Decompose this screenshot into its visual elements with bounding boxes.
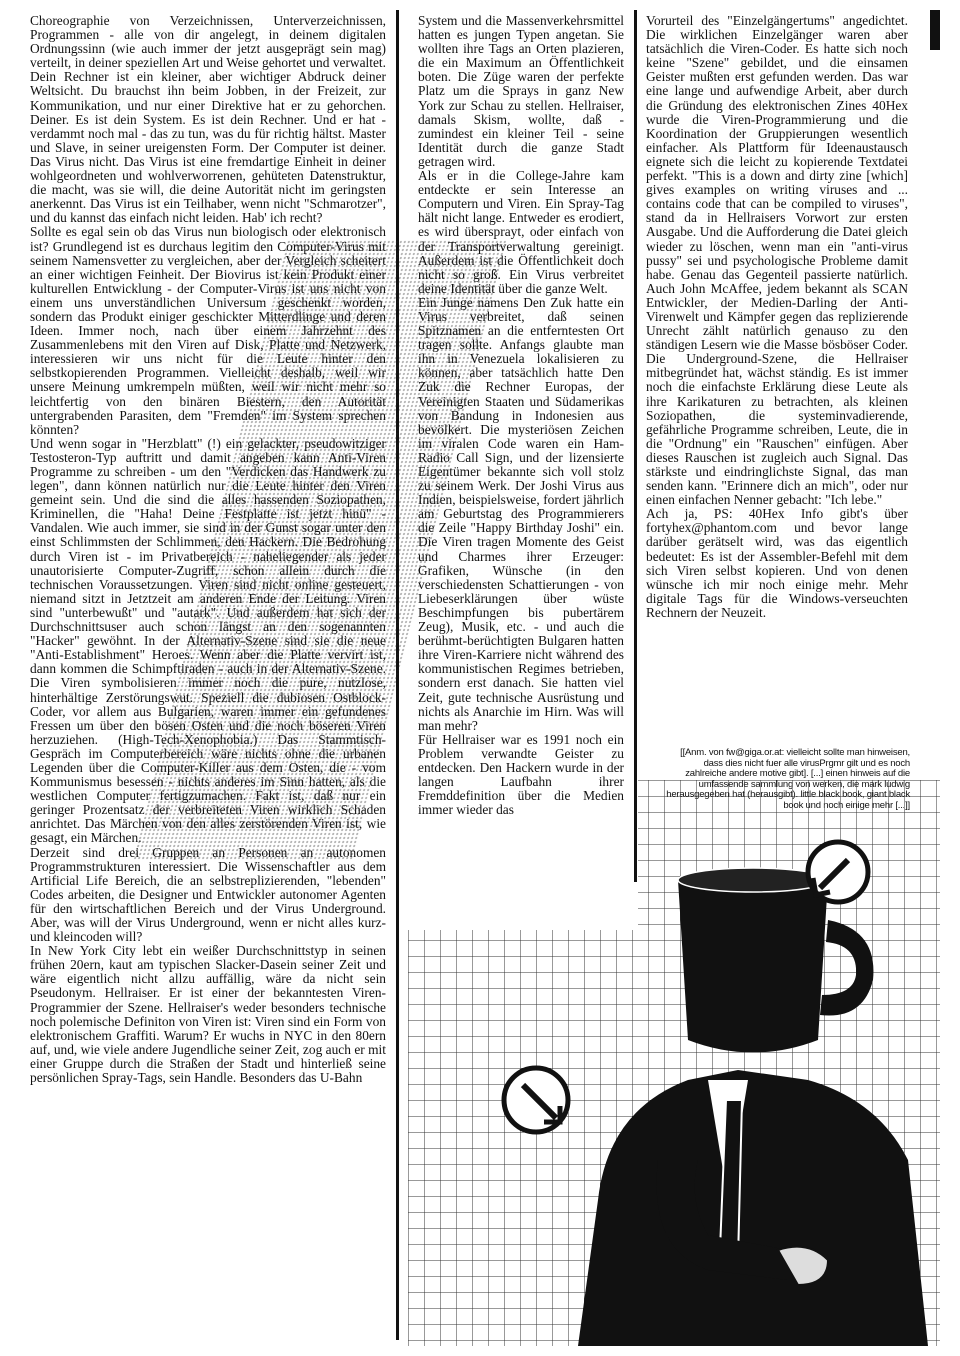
clock-icon [808, 842, 868, 902]
column-middle [418, 14, 624, 817]
paragraph: Vorurteil des "Einzelgängertums" angedichtet. Die wirklichen Einzelgänger waren aber tatsächlich die Viren-Coder. Es hatte sich noch keine "Szene" gebildet, und die einsamen Geister mußten erst gefunden werden. Das war eine lange und aufwendige Arbeit, aber durch die Gründung des elektronischen Zines 40Hex wurde die Viren-Programmierung und die Koordination der Gruppierungen wesentlich einfacher. Als Plattform für Ideenaustausch eignete sich die leicht zu kopierende Textdatei perfekt. "This is a down and dirty zine [which] gives examples on writing viruses and ... contains code that can be compiled to viruses", stand da in Hellraisers Vorwort zur ersten Ausgabe. Und die Aufforderung die Datei gleich wieder zu löschen, wenn man ein "anti-virus pussy" sei und psychologische Probleme damit habe. Genau das Gegenteil passierte natürlich. Auch John McAffee, jedem bekannt als SCAN Entwickler, der Medien-Darling der Anti-Virenwelt und Kämpfer gegen das replizierende Unrecht zählt natürlich genauso zu den ständigen Lesern wie die Masse bösböser Coder. Die Underground-Szene, die Hellraiser mitbegründet hat, wächst ständig. Es ist immer noch die einfachste Erklärung diese Leute als ihre Karikaturen zu betrachten, als kleinen Soziopathen, die systeminvadierende, gefährliche Programme schreiben, Leute, die in die "Ordnung" ein "Rauschen" einfügen. Aber dieses Rauschen ist zugleich auch Signal. Das stärkste und eindringlichste Signal, das man senden kann. "Erinnere dich an mich", oder nur einen einfachen Nenner gebacht: "Ich lebe." [646, 13, 908, 508]
paragraph: In New York City lebt ein weißer Durchschnittstyp in seinen frühen 20ern, kaut am typischen Slacker-Dasein seiner Zeit und wäre eigentlich nicht allzu auffällig, wäre da nicht sein Pseudonym. Hellraiser. Er ist einer der bekanntesten Viren-Programmier der Szene. Hellraiser's weder besonders technische noch polemische Definiton von Viren ist: Viren sind ein Form von elektronischem Graffiti. Warum? Er wuchs in NYC in den 80ern auf, und, wie viele andere Jugendliche seiner Zeit, zog auch er mit einer Gruppe durch die Straßen der Stadt und hinterließ seine persönlichen Spray-Tags, sein Handle. Besonders das U-Bahn [30, 943, 386, 1086]
column-left [30, 14, 386, 1085]
paragraph: Als er in die College-Jahre kam entdeckte er sein Interesse an Computern und Viren. Ein Spray-Tag hält nicht lange. Entweder es erodiert, es wird übersprayt, oder einfach von der Transportverwaltung gereinigt. Außerdem ist die Öffentlichkeit doch nicht so groß. Ein Virus verbreitet deine Identität über die ganze Welt. [418, 168, 624, 296]
illustration [408, 780, 940, 1346]
mug-head [678, 880, 828, 1053]
column-rule-right [634, 10, 637, 882]
paragraph: Sollte es egal sein ob das Virus nun biologisch oder elektronisch ist? Grundlegend ist es durchaus legitim den Computer-Virus mit seinem Namensvetter zu vergleichen, aber der Vergleich scheitert an einer wichtigen Feinheit. Der Biovirus ist kein Produkt einer kulturellen Entwicklung - der Computer-Virus ist uns nicht von einem uns unverständlichen Universum geschenkt worden, sondern das Produkt einiger geschickter Mitterdlinge und deren Ideen. Immer noch, nach über einem Jahrzehnt des Zusammenlebens mit den Viren auf Disk, Platte und Netzwerk, interessieren wir uns nicht für die Leute hinter den selbstkopierenden Programmen. Vielleicht deshalb, weil wir unsere Meinung umkrempeln müßten, weil wir nicht mehr so leichtfertig von den binären Biestern, den Autorität untergrabenden Parasiten, dem "Fremden" im System sprechen könnten? [30, 224, 386, 437]
paragraph: Choreographie von Verzeichnissen, Unterverzeichnissen, Programmen - alle von dir angelegt, in deinem digitalen Ordnungssinn (wie auch immer der jetzt ausgeprägt sein mag) verteilt, in deiner speziellen Art und Weise gehortet und verwaltet. Dein Rechner ist ein kleiner, aber wichtiger Abdruck deiner Weltsicht. Du brauchst ihn beim Jobben, in der Freizeit, zur Kommunikation, und nur einer Direktive hat er zu gehorchen. Deiner. Es ist dein System. Es ist dein Rechner. Und er hat - verdammt noch mal - das zu tun, was du für richtig hältst. Master und Slave, in seiner ureigensten Form. Der Computer ist deiner. Das Virus nicht. Das Virus ist eine fremdartige Einheit in deiner wohlgeordneten und wohlverworrenen, gehüteten Datenstruktur, die macht, was sie will, die deine Autorität nicht im geringsten anerkennt. Das Virus ist ein Teilhaber, wenn nicht "Schmarotzer", und du kannst das einfach nicht leiden. Hab' ich recht? [30, 13, 386, 226]
paragraph: Und wenn sogar in "Herzblatt" (!) ein gelackter, pseudowitziger Testosteron-Typ auftritt und damit angeben kann Anti-Viren Programme zu schreiben - um den "Verdicken das Handwerk zu legen", dann können natürlich nur die Leute hinter den Viren gemeint sein. Und die sind die alles hassenden Soziopathen, Kriminellen, die "Haha! Deine Festplatte ist jetzt hinü" - Vandalen. Wie auch immer, sie sind in der Gunst sogar unter den einst Schlimmsten der Schlimmen, den Hackern. Die Bedrohung durch Viren ist - im Privatbereich - naheliegender als jeder unautorisierte Computer-Zugriff, schon allein durch die technischen Voraussetzungen. Viren sind nicht online gesteuert, niemand sitzt in Jetztzeit am anderen Ende der Leitung. Viren sind "unterbewußt" und "autark". Und außerdem hat sich der Durchschnittsuser auch schon längst an den sogenannten "Hacker" gewöhnt. In der Alternativ-Szene sind sie die neue "Anti-Establishment" Heroes. Wenn aber die Platte vervirt ist, dann kommen die Schimpftiraden - auch in der Alternativ-Szene. Die Viren symbolisieren immer noch die pure, nutzlose, hinterhältige Zerstörungswut. Speziell die dubiosen Ostblock-Coder, vor allem aus Bulgarien, waren immer ein gefundenes Fressen um über den bösen Osten und die noch böseren Viren herzuziehen. (High-Tech-Xenophobia.) Das Stammtisch-Gespräch im Computerbereich wäre nichts ohne die urbanen Legenden über die Computer-Killer aus dem Osten, die - vom Kommunismus besessen - nichts anderes im Sinn hatten, als die westlichen Computer fertigzumachen. Fakt ist, daß nur ein geringer Prozentsatz der verbreiteten Viren wirklich Schaden anrichtet. Das Märchen von den alles zerstörenden Viren ist, wie gesagt, ein Märchen. [30, 435, 386, 846]
paragraph: Ein Junge namens Den Zuk hatte ein Virus verbreitet, daß seinen Spitznamen an die entferntesten Ort tragen sollte. Anfangs glaubte man ihn in Venezuela lokalisieren zu können, aber tatsächlich hatte Den Zuk die Rechner Europas, der Vereinigten Staaten und Südamerikas von Bandung in Indonesien aus bevölkert. Die mysteriösen Zeichen im viralen Code waren ein Ham-Radio Call Sign, und der lizensierte Eigentümer bekannte sich voll stolz zu seinem Werk. Der Joshi Virus aus Indien, beispielsweise, fordert jährlich am Geburtstag des Programmierers die Zeile "Happy Birthday Joshi" ein. Die Viren tragen Momente des Geist und Charmes ihrer Erzeuger: Grafiken, Wünsche (in den verschiedensten Schattierungen - von Liebeserklärungen über wüste Beschimpfungen bis pubertärem Zeug), Musik, etc. - und auch die berühmt-berüchtigten Bulgaren hatten ihre Viren-Karriere nicht während des kommunistischen Regimes betrieben, sondern erst danach. Sie hatten viel Zeit, gute technische Ausrüstung und nichts als Anarchie im Hirn. Was will man mehr? [418, 294, 624, 733]
paragraph: System und die Massenverkehrsmittel hatten es jungen Typen angetan. Sie wollten ihre Tags an Orten plazieren, die ein Maximum an Öffentlichkeit boten. Die Züge waren der perfekte Platz um die Sprays in ganz New York zur Schau zu stellen. Hellraiser, damals Skism, wollte, daß - zumindest ein kleiner Teil - seine Identität durch die ganze Stadt getragen wird. [418, 13, 624, 169]
clock-icon [504, 1068, 568, 1132]
paragraph: Ach ja, PS: 40Hex Info gibt's über fortyhex@phantom.com und bevor lange darüber gerätselt wird, was das eigentlich bedeutet: Es ist der Assembler-Befehl mit dem sich Viren selbst kopieren. Und von denen wünsche ich mir noch einige mehr. Mehr digitale Tags für die Windows-verseuchten Rechnern der Neuzeit. [646, 506, 908, 620]
editor-note: [[Anm. von fw@giga.or.at: vielleicht sollte man hinweisen, dass dies nicht fuer alle virusPrgmr gilt und es noch zahlreiche andere motive gibt]. [...] einen hinweis auf die [680, 747, 910, 779]
paragraph: Für Hellraiser war es 1991 noch ein Problem verwandte Geister zu entdecken. Den Hackern wurde in der langen Laufbahn ihrer Fremddefinition über die Medien immer wieder das [418, 731, 624, 818]
column-right [646, 14, 908, 620]
page-edge-rule [930, 10, 940, 50]
paragraph: Derzeit sind drei Gruppen an Personen an autonomen Programmstrukturen interessiert. Die Wissenschaftler aus dem Artificial Life Bereich, die an selbstreplizierenden, "lebenden" Codes arbeiten, die Designer und Entwickler autonomer Agenten für den wirtschaftlichen Bereich und der Virus Underground. Aber, was will der Virus Underground, wenn er nicht alles kurz- und kleincoden will? [30, 844, 386, 945]
